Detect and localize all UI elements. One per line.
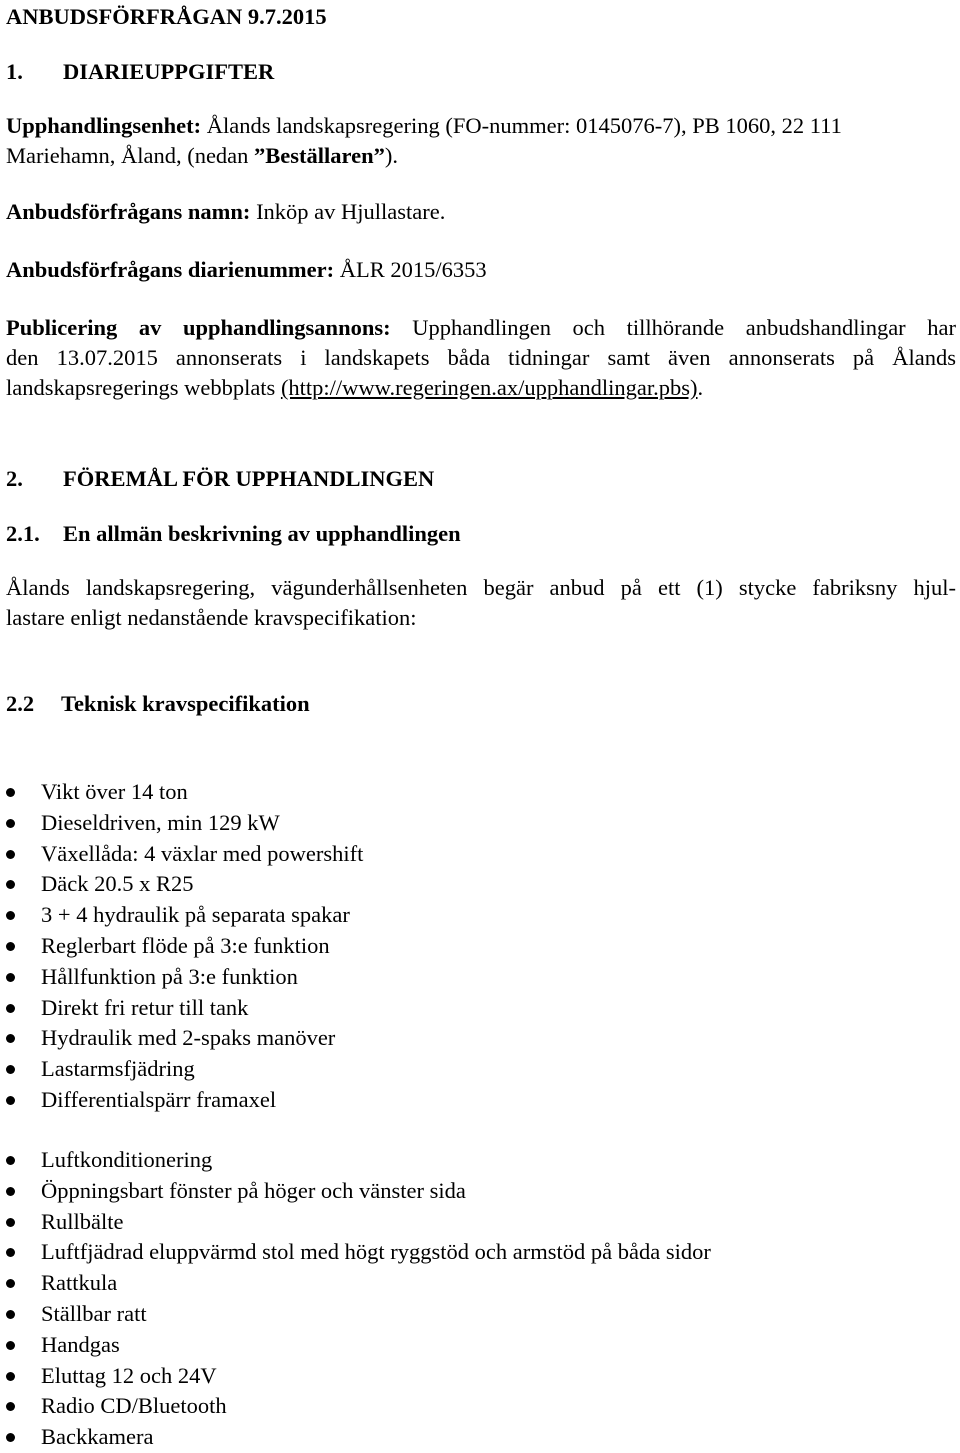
name-paragraph (6, 197, 956, 227)
section-2-heading (6, 464, 434, 494)
list-item (6, 962, 363, 993)
list-item (6, 1207, 711, 1238)
section-2-number: 2. (6, 466, 23, 491)
name-label: Anbudsförfrågans namn: (6, 199, 251, 224)
unit-text-1: Ålands landskapsregering (FO-nummer: 0145076-7), PB 1060, 22 111 (201, 113, 842, 138)
list-item (6, 1361, 711, 1392)
list-item (6, 1145, 711, 1176)
bullet-icon (6, 850, 15, 859)
unit-orderer: ”Beställaren” (254, 143, 385, 168)
publication-text-3: landskapsregerings webbplats (6, 375, 281, 400)
section-1-heading (6, 57, 274, 87)
section-1-number: 1. (6, 59, 23, 84)
bullet-icon (6, 788, 15, 797)
list-item-text: Ställbar ratt (41, 1300, 147, 1326)
section-2-2-title: Teknisk kravspecifikation (61, 691, 310, 716)
list-item-text: 3 + 4 hydraulik på separata spakar (41, 902, 350, 928)
list-item-text: Däck 20.5 x R25 (41, 871, 194, 897)
list-item-text: Växellåda: 4 växlar med powershift (41, 840, 364, 866)
publication-text-4: . (697, 375, 704, 400)
bullet-icon (6, 1279, 15, 1288)
section-2-1-heading (6, 519, 461, 549)
bullet-icon (6, 880, 15, 889)
publication-text-2: den 13.07.2015 annonserats i landskapets båda tidningar samt även annonserats på Ålands (6, 345, 956, 370)
bullet-icon (6, 1065, 15, 1074)
list-item-text: Rullbälte (41, 1208, 124, 1234)
list-item (6, 900, 363, 931)
description-text-1: Ålands landskapsregering, vägunderhållsenheten begär anbud på ett (1) stycke fabriksny hjul- (6, 575, 956, 600)
unit-paragraph (6, 111, 956, 171)
bullet-icon (6, 1096, 15, 1105)
bullet-icon (6, 942, 15, 951)
list-item-text: Luftkonditionering (41, 1147, 213, 1172)
list-item (6, 869, 363, 900)
bullet-icon (6, 1341, 15, 1350)
bullet-icon (6, 973, 15, 982)
bullet-icon (6, 1034, 15, 1043)
list-item (6, 1268, 711, 1299)
bullet-icon (6, 1402, 15, 1411)
list-item (6, 931, 363, 962)
unit-label: Upphandlingsenhet: (6, 113, 202, 138)
list-item-text: Hållfunktion på 3:e funktion (41, 963, 298, 989)
bullet-icon (6, 1372, 15, 1381)
list-item-text: Eluttag 12 och 24V (41, 1362, 217, 1388)
list-item (6, 1299, 711, 1330)
section-2-2-number: 2.2 (6, 691, 35, 716)
list-item-text: Dieseldriven, min 129 kW (41, 809, 280, 835)
publication-label: Publicering av upphandlingsannons: (6, 315, 391, 340)
unit-text-3: ). (384, 143, 398, 168)
list-item (6, 777, 363, 808)
list-item (6, 1237, 711, 1268)
list-item (6, 993, 363, 1024)
list-item (6, 1330, 711, 1361)
list-item (6, 1176, 711, 1207)
bullet-icon (6, 1248, 15, 1257)
list-item-text: Direkt fri retur till tank (41, 994, 249, 1020)
list-item-text: Hydraulik med 2-spaks manöver (41, 1025, 336, 1051)
bullet-icon (6, 911, 15, 920)
name-value: Inköp av Hjullastare. (250, 199, 446, 224)
unit-text-2: Mariehamn, Åland, (nedan (6, 143, 255, 168)
bullet-icon (6, 1218, 15, 1227)
list-item-text: Backkamera (41, 1424, 154, 1450)
list-item (6, 1391, 711, 1422)
publication-text-1: Upphandlingen och tillhörande anbudshandlingar har (390, 315, 956, 340)
bullet-icon (6, 1310, 15, 1319)
publication-paragraph (6, 313, 956, 403)
list-item-text: Rattkula (41, 1270, 118, 1296)
list-item (6, 1054, 363, 1085)
bullet-icon (6, 1004, 15, 1013)
section-1-title: DIARIEUPPGIFTER (63, 59, 275, 84)
list-item-text: Radio CD/Bluetooth (41, 1393, 227, 1419)
description-text-2: lastare enligt nedanstående kravspecifikation: (6, 605, 417, 630)
list-item (6, 808, 363, 839)
diary-paragraph (6, 255, 956, 285)
diary-label: Anbudsförfrågans diarienummer: (6, 257, 335, 282)
list-item-text: Reglerbart flöde på 3:e funktion (41, 932, 330, 958)
list-item-text: Differentialspärr framaxel (41, 1086, 277, 1112)
list-item (6, 1422, 711, 1453)
list-item-text: Lastarmsfjädring (41, 1056, 195, 1082)
list-item (6, 1023, 363, 1054)
list-item (6, 1085, 363, 1116)
list-item-text: Luftfjädrad eluppvärmd stol med högt ryggstöd och armstöd på båda sidor (41, 1239, 711, 1265)
document-title: ANBUDSFÖRFRÅGAN 9.7.2015 (6, 4, 327, 29)
section-2-title: FÖREMÅL FÖR UPPHANDLINGEN (63, 466, 435, 491)
requirements-list-a (6, 777, 363, 1116)
description-paragraph (6, 573, 956, 633)
list-item-text: Handgas (41, 1331, 120, 1357)
list-item-text: Öppningsbart fönster på höger och vänster sida (41, 1177, 466, 1203)
bullet-icon (6, 1156, 15, 1165)
section-2-1-number: 2.1. (6, 521, 40, 546)
bullet-icon (6, 819, 15, 828)
bullet-icon (6, 1187, 15, 1196)
list-item (6, 839, 363, 870)
section-2-2-heading (6, 689, 310, 719)
section-2-1-title: En allmän beskrivning av upphandlingen (63, 521, 461, 546)
publication-link[interactable]: (http://www.regeringen.ax/upphandlingar.pbs) (280, 375, 698, 400)
requirements-list-b (6, 1145, 711, 1453)
bullet-icon (6, 1433, 15, 1442)
diary-value: ÅLR 2015/6353 (334, 257, 487, 282)
list-item-text: Vikt över 14 ton (41, 779, 188, 804)
